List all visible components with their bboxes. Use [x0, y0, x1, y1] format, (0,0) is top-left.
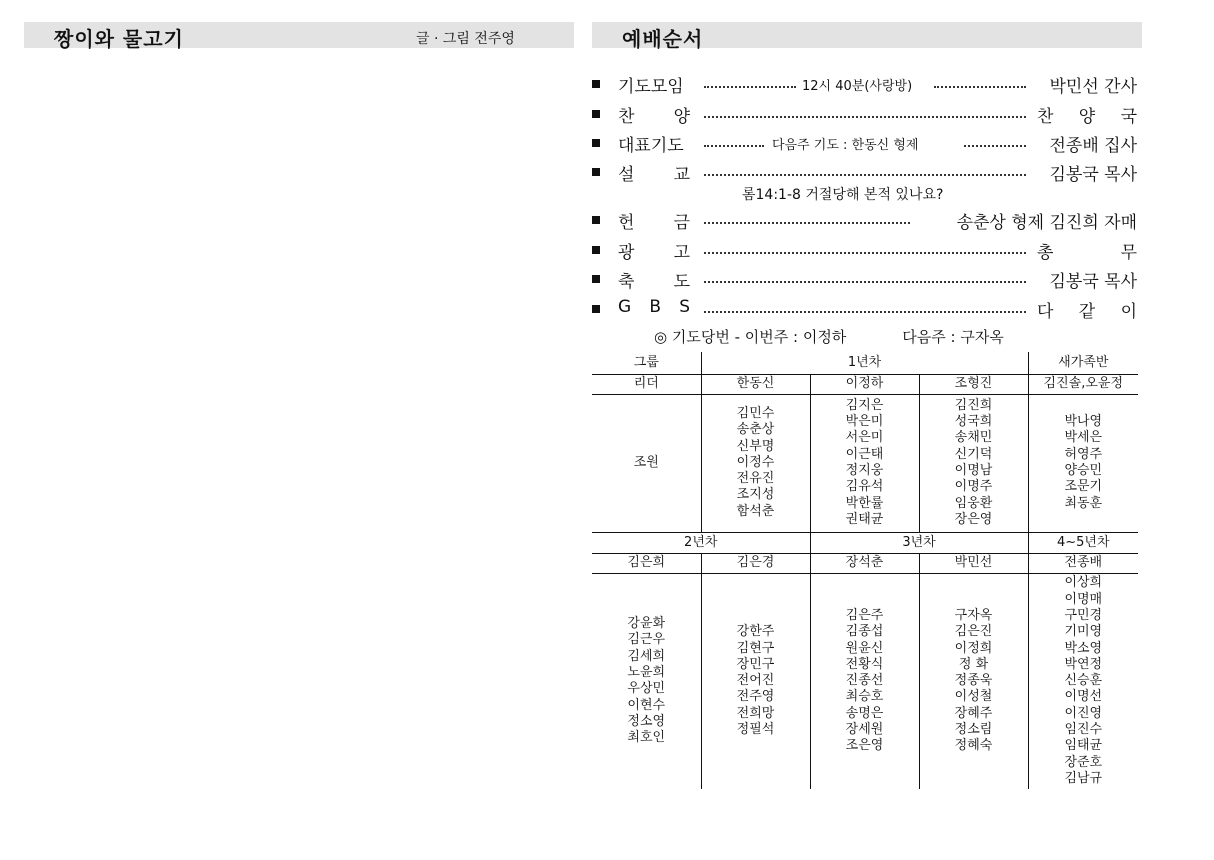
- member-name: 구민경: [1064, 607, 1103, 623]
- leader-label: 리더: [592, 374, 701, 394]
- member-name: 이정수: [736, 454, 775, 470]
- order-row-benediction: [592, 267, 1137, 293]
- member-name: 정혜숙: [954, 738, 993, 754]
- left-header-bar: [24, 22, 574, 51]
- leader-cell: 박민선: [919, 553, 1028, 573]
- member-name: 우상민: [627, 681, 666, 697]
- member-name: 이진영: [1064, 705, 1103, 721]
- bullet-icon: [592, 246, 600, 254]
- left-header-author: 글 · 그림 전주영: [416, 31, 515, 47]
- leader-dots: [704, 145, 764, 147]
- member-name: 최동훈: [1064, 495, 1103, 511]
- member-name: 허영주: [1064, 446, 1103, 462]
- leader-dots: [704, 174, 1026, 176]
- member-name: 장세원: [845, 721, 884, 737]
- order-detail: 12시 40분(사랑방): [802, 79, 913, 94]
- bullet-icon: [592, 168, 600, 176]
- leader-cell: 이정하: [810, 374, 919, 394]
- order-value: 김봉국 목사: [1049, 165, 1137, 185]
- member-cell: [1028, 394, 1138, 532]
- order-value: 전종배 집사: [1049, 136, 1137, 156]
- member-cell: [701, 573, 810, 789]
- member-name: 이명남: [954, 463, 993, 478]
- leader-dots: [934, 86, 1026, 88]
- bullet-icon: [592, 139, 600, 147]
- member-name: 임진수: [1064, 721, 1103, 737]
- member-name: 정필석: [736, 721, 775, 737]
- member-name: 원윤신: [845, 640, 884, 656]
- order-label: 찬 양: [618, 107, 690, 127]
- member-label: 조원: [633, 455, 659, 470]
- year2-header: 2년차: [592, 532, 810, 553]
- member-name: 신기덕: [954, 446, 993, 462]
- right-header-bar: [592, 22, 1142, 51]
- member-name: 김세희: [627, 648, 666, 664]
- member-name: 박소영: [1064, 640, 1103, 656]
- member-name: 강윤화: [627, 616, 666, 632]
- member-name: 최호인: [627, 730, 666, 746]
- leader-cell: 조형진: [919, 374, 1028, 394]
- member-cell: [810, 394, 919, 532]
- leader-dots: [964, 145, 1026, 147]
- order-label: 광 고: [618, 243, 690, 263]
- member-name: 송채민: [954, 430, 993, 446]
- member-cell: [919, 573, 1028, 789]
- leader-cell: 김진솔,오윤정: [1028, 374, 1138, 394]
- member-name: 이근태: [845, 446, 884, 462]
- order-label: 축 도: [618, 272, 690, 292]
- leader-dots: [704, 281, 1026, 283]
- bullet-icon: [592, 80, 600, 88]
- member-name: 구자옥: [954, 607, 993, 623]
- member-name: 강한주: [736, 624, 775, 640]
- group-table: [592, 352, 1138, 789]
- bullet-icon: [592, 275, 600, 283]
- member-name: 김현구: [736, 640, 775, 656]
- member-name: 신부명: [736, 438, 775, 454]
- member-name: 전희망: [736, 705, 775, 721]
- member-name: 정지웅: [845, 463, 884, 478]
- order-detail: 다음주 기도 : 한동신 형제: [772, 138, 919, 153]
- order-value: 다 같 이: [1037, 302, 1137, 322]
- order-row-gbs: [592, 297, 1137, 323]
- member-name: 정종욱: [954, 673, 993, 689]
- order-label: G B S: [618, 297, 690, 317]
- leader-dots: [704, 86, 796, 88]
- member-name: 박연정: [1064, 656, 1103, 672]
- worship-order-title: 예배순서: [622, 27, 704, 51]
- leader-dots: [704, 252, 1026, 254]
- member-cell: [919, 394, 1028, 532]
- member-name: 김민수: [736, 405, 775, 421]
- member-name: 조은영: [845, 738, 884, 754]
- member-name: 진종선: [845, 673, 884, 689]
- year3-header: 3년차: [810, 532, 1028, 553]
- member-name: 정소영: [627, 713, 666, 729]
- member-name: 이성철: [954, 689, 993, 705]
- member-name: 함석춘: [736, 503, 775, 519]
- member-name: 송춘상: [736, 422, 775, 438]
- order-row-praise: [592, 102, 1137, 128]
- member-name: 서은미: [845, 430, 884, 446]
- newfamily-header: 새가족반: [1028, 352, 1138, 374]
- member-name: 정소림: [954, 721, 993, 737]
- prayer-duty-current: ◎ 기도당번 - 이번주 : 이정하: [654, 328, 847, 346]
- member-name: 이명선: [1064, 689, 1103, 705]
- order-label: 대표기도: [618, 136, 684, 156]
- year45-header: 4~5년차: [1028, 532, 1138, 553]
- member-name: 김은진: [954, 624, 993, 640]
- member-name: 박나영: [1064, 414, 1103, 430]
- leader-dots: [704, 311, 1026, 313]
- prayer-duty: [654, 326, 1004, 347]
- prayer-duty-next: 다음주 : 구자옥: [902, 328, 1004, 346]
- member-name: 이정희: [954, 640, 993, 656]
- member-name: 전유진: [736, 471, 775, 487]
- member-name: 김유석: [845, 479, 884, 495]
- member-name: 전주영: [736, 689, 775, 705]
- order-value: 김봉국 목사: [1049, 272, 1137, 292]
- member-name: 이상희: [1064, 575, 1103, 591]
- member-name: 노윤희: [627, 664, 666, 680]
- order-row-announcements: [592, 238, 1137, 264]
- member-name: 김지은: [845, 397, 884, 413]
- leader-dots: [704, 222, 910, 224]
- member-name: 전어진: [736, 673, 775, 689]
- left-header-title: 짱이와 물고기: [54, 27, 184, 51]
- bullet-icon: [592, 305, 600, 313]
- member-name: 권태균: [845, 511, 884, 527]
- leader-cell: 장석춘: [810, 553, 919, 573]
- order-label: 기도모임: [618, 77, 684, 97]
- member-cell: [810, 573, 919, 789]
- member-name: 김근우: [627, 632, 666, 648]
- member-name: 김종섭: [845, 624, 884, 640]
- year1-header: 1년차: [701, 352, 1028, 374]
- member-name: 조지성: [736, 487, 775, 503]
- bullet-icon: [592, 110, 600, 118]
- leader-cell: 전종배: [1028, 553, 1138, 573]
- sermon-scripture: 롬14:1-8 거절당해 본적 있나요?: [742, 187, 944, 203]
- member-name: 이명매: [1064, 591, 1103, 607]
- member-cell: [592, 573, 701, 789]
- member-name: 장혜주: [954, 705, 993, 721]
- order-value: 박민선 간사: [1049, 77, 1137, 97]
- member-name: 송명은: [845, 705, 884, 721]
- member-name: 기미영: [1064, 624, 1103, 640]
- member-name: 장민구: [736, 656, 775, 672]
- member-name: 성국희: [954, 414, 993, 430]
- member-cell: [1028, 573, 1138, 789]
- order-value: 찬 양 국: [1037, 107, 1137, 127]
- member-name: 장은영: [954, 511, 993, 527]
- leader-dots: [704, 116, 1026, 118]
- order-row-prayer-meeting: [592, 72, 1137, 98]
- order-row-representative-prayer: [592, 131, 1137, 157]
- member-name: 김남규: [1064, 770, 1103, 786]
- member-name: 전황식: [845, 656, 884, 672]
- member-cell: [701, 394, 810, 532]
- leader-cell: 한동신: [701, 374, 810, 394]
- bullet-icon: [592, 216, 600, 224]
- member-name: 이현수: [627, 697, 666, 713]
- order-label: 설 교: [618, 165, 690, 185]
- order-value: 총 무: [1037, 243, 1137, 263]
- member-name: 김진희: [954, 397, 993, 413]
- member-name: 양승민: [1064, 463, 1103, 478]
- member-name: 정 화: [958, 656, 989, 672]
- member-name: 장준호: [1064, 754, 1103, 770]
- member-name: 김은주: [845, 607, 884, 623]
- order-value: 송춘상 형제 김진희 자매: [956, 213, 1137, 233]
- member-name: 임태균: [1064, 738, 1103, 754]
- member-name: 박한률: [845, 495, 884, 511]
- member-name: 조문기: [1064, 479, 1103, 495]
- member-name: 박세은: [1064, 430, 1103, 446]
- leader-cell: 김은희: [592, 553, 701, 573]
- member-name: 이명주: [954, 479, 993, 495]
- order-row-sermon: [592, 160, 1137, 186]
- order-label: 헌 금: [618, 213, 690, 233]
- leader-cell: 김은경: [701, 553, 810, 573]
- member-name: 신승훈: [1064, 673, 1103, 689]
- group-header: 그룹: [592, 352, 701, 374]
- member-name: 박은미: [845, 414, 884, 430]
- order-row-offering: [592, 208, 1137, 234]
- member-name: 최승호: [845, 689, 884, 705]
- member-name: 임웅환: [954, 495, 993, 511]
